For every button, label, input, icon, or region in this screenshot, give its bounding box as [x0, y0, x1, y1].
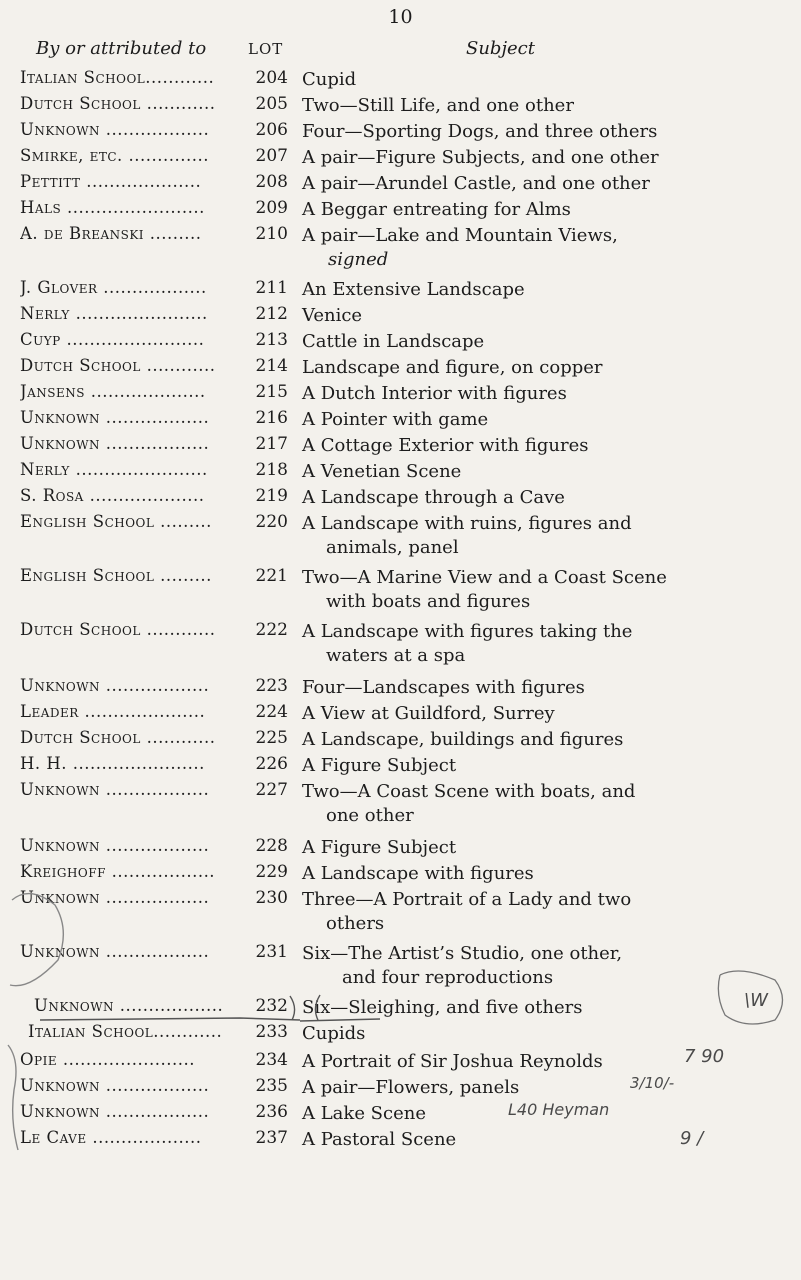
subject-continuation: one other: [326, 805, 414, 826]
handwritten-note: 9 /: [680, 1128, 704, 1149]
lot-circle-mark: [290, 996, 295, 1020]
subject-continuation: animals, panel: [326, 537, 459, 558]
artist: Kreighoff ..................: [20, 862, 216, 881]
artist: Italian School............: [28, 1022, 223, 1041]
column-header-artist: By or attributed to: [36, 38, 207, 59]
artist: H. H. .......................: [20, 754, 205, 773]
artist: Smirke, etc. ..............: [20, 146, 209, 165]
subject: A pair—Flowers, panels: [302, 1077, 520, 1098]
subject: A Venetian Scene: [302, 461, 462, 482]
subject: A Portrait of Sir Joshua Reynolds: [302, 1051, 603, 1072]
artist: English School .........: [20, 512, 212, 531]
subject: [302, 620, 787, 668]
subject-line: Three—A Portrait of a Lady and two: [302, 889, 632, 910]
lot-number: 206: [255, 120, 288, 140]
subject: A Landscape, buildings and figures: [302, 729, 624, 750]
subject: A View at Guildford, Surrey: [302, 703, 555, 724]
subject: Cupid: [302, 69, 357, 90]
subject-continuation: others: [326, 913, 385, 934]
margin-squiggle-mark: [8, 1045, 18, 1150]
artist: Opie .......................: [20, 1050, 195, 1069]
artist: Unknown ..................: [20, 434, 210, 453]
artist: English School .........: [20, 566, 212, 585]
subject: [302, 566, 787, 614]
subject: A pair—Arundel Castle, and one other: [302, 173, 650, 194]
lot-number: 219: [255, 486, 288, 506]
margin-squiggle-mark: [10, 894, 63, 986]
page-number: 10: [388, 6, 413, 28]
lot-number: 233: [255, 1022, 288, 1042]
lot-number: 204: [255, 68, 288, 88]
lot-number: 218: [255, 460, 288, 480]
subject: Six—Sleighing, and five others: [302, 997, 583, 1018]
lot-number: 225: [255, 728, 288, 748]
artist: Unknown ..................: [20, 1102, 210, 1121]
subject-continuation: with boats and figures: [326, 591, 531, 612]
subject: A Figure Subject: [302, 837, 457, 858]
subject: A Pastoral Scene: [302, 1129, 457, 1150]
subject: [302, 888, 787, 936]
lot-number: 217: [255, 434, 288, 454]
artist: Unknown ..................: [20, 120, 210, 139]
artist: Cuyp ........................: [20, 330, 205, 349]
column-header-subject: Subject: [466, 38, 535, 59]
lot-number: 224: [255, 702, 288, 722]
artist: Italian School............: [20, 68, 215, 87]
artist: Le Cave ...................: [20, 1128, 202, 1147]
lot-number: 216: [255, 408, 288, 428]
subject: Four—Landscapes with figures: [302, 677, 585, 698]
subject: An Extensive Landscape: [302, 279, 525, 300]
artist: Nerly .......................: [20, 460, 208, 479]
subject-continuation: and four reproductions: [342, 967, 554, 988]
lot-number: 223: [255, 676, 288, 696]
artist: Jansens ....................: [20, 382, 206, 401]
lot-number: 211: [255, 278, 288, 298]
lot-number: 220: [255, 512, 288, 532]
subject: A Landscape through a Cave: [302, 487, 565, 508]
lot-number: 232: [255, 996, 288, 1016]
lot-number: 230: [255, 888, 288, 908]
subject: A Landscape with figures: [302, 863, 534, 884]
artist: Unknown ..................: [20, 676, 210, 695]
lot-number: 228: [255, 836, 288, 856]
lot-number: 205: [255, 94, 288, 114]
subject: Cattle in Landscape: [302, 331, 485, 352]
lot-number: 209: [255, 198, 288, 218]
subject-line: Six—The Artist’s Studio, one other,: [302, 943, 623, 964]
artist: Pettitt ....................: [20, 172, 202, 191]
subject: [302, 224, 787, 272]
subject: A pair—Figure Subjects, and one other: [302, 147, 659, 168]
artist: Unknown ..................: [20, 942, 210, 961]
artist: Unknown ..................: [20, 780, 210, 799]
artist: Hals ........................: [20, 198, 205, 217]
subject-continuation: waters at a spa: [326, 645, 466, 666]
lot-number: 212: [255, 304, 288, 324]
artist: Unknown ..................: [34, 996, 224, 1015]
subject: [302, 780, 787, 828]
lot-number: 236: [255, 1102, 288, 1122]
subject: A Dutch Interior with figures: [302, 383, 567, 404]
artist: Dutch School ............: [20, 94, 216, 113]
lot-number: 231: [255, 942, 288, 962]
artist: Unknown ..................: [20, 408, 210, 427]
lot-number: 215: [255, 382, 288, 402]
subject-continuation: signed: [328, 249, 389, 270]
subject: A Figure Subject: [302, 755, 457, 776]
strikethrough-line: [40, 1018, 300, 1020]
artist: Unknown ..................: [20, 836, 210, 855]
handwritten-note: 3/10/-: [630, 1074, 675, 1092]
lot-number: 213: [255, 330, 288, 350]
artist: Unknown ..................: [20, 1076, 210, 1095]
subject-line: A Landscape with ruins, figures and: [302, 513, 632, 534]
lot-number: 221: [255, 566, 288, 586]
artist: Dutch School ............: [20, 620, 216, 639]
artist: J. Glover ..................: [20, 278, 207, 297]
lot-number: 207: [255, 146, 288, 166]
artist: Unknown ..................: [20, 888, 210, 907]
lot-number: 229: [255, 862, 288, 882]
subject: [302, 512, 787, 560]
subject-line: A pair—Lake and Mountain Views,: [302, 225, 618, 246]
subject: Cupids: [302, 1023, 366, 1044]
column-header-lot: LOT: [248, 40, 284, 58]
artist: A. de Breanski .........: [20, 224, 202, 243]
handwritten-note: L40 Heyman: [508, 1100, 610, 1119]
artist: Dutch School ............: [20, 728, 216, 747]
handwritten-note: 7 90: [684, 1046, 725, 1067]
subject: Venice: [302, 305, 363, 326]
subject: A Lake Scene: [302, 1103, 426, 1124]
subject-line: Two—A Coast Scene with boats, and: [302, 781, 636, 802]
subject: A Beggar entreating for Alms: [302, 199, 571, 220]
subject: [302, 942, 787, 990]
lot-number: 227: [255, 780, 288, 800]
subject: A Pointer with game: [302, 409, 489, 430]
lot-number: 226: [255, 754, 288, 774]
subject: Four—Sporting Dogs, and three others: [302, 121, 658, 142]
lot-number: 214: [255, 356, 288, 376]
artist: Leader .....................: [20, 702, 206, 721]
artist: S. Rosa ....................: [20, 486, 205, 505]
subject: A Cottage Exterior with figures: [302, 435, 589, 456]
lot-number: 235: [255, 1076, 288, 1096]
subject-line: Two—A Marine View and a Coast Scene: [302, 567, 667, 588]
lot-number: 234: [255, 1050, 288, 1070]
lot-number: 210: [255, 224, 288, 244]
lot-number: 222: [255, 620, 288, 640]
artist: Nerly .......................: [20, 304, 208, 323]
handwritten-note: \W: [744, 990, 768, 1011]
lot-number: 208: [255, 172, 288, 192]
artist: Dutch School ............: [20, 356, 216, 375]
subject-line: A Landscape with figures taking the: [302, 621, 633, 642]
lot-number: 237: [255, 1128, 288, 1148]
subject: Landscape and figure, on copper: [302, 357, 603, 378]
subject: Two—Still Life, and one other: [302, 95, 574, 116]
